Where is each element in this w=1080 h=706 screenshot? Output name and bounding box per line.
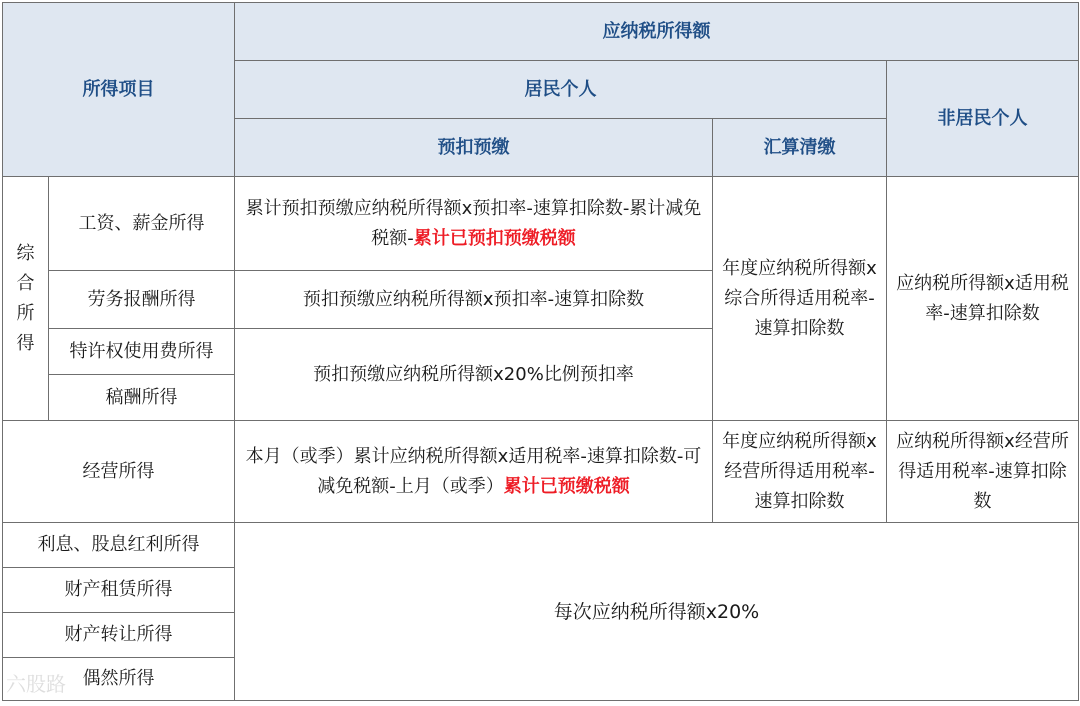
comprehensive-settlement-formula: 年度应纳税所得额x综合所得适用税率-速算扣除数: [713, 177, 887, 421]
header-prepay: 预扣预缴: [235, 119, 713, 177]
manuscript-income: 稿酬所得: [49, 375, 235, 421]
royalty-formula: 预扣预缴应纳税所得额x20%比例预扣率: [235, 329, 713, 421]
watermark: 六股路: [6, 672, 66, 696]
tax-formula-table: [2, 2, 1079, 701]
other-income-formula: 每次应纳税所得额x20%: [235, 523, 1079, 701]
business-formula: [235, 421, 713, 523]
comprehensive-label-char: 综: [16, 242, 35, 264]
comprehensive-label-char: 所: [16, 302, 35, 324]
business-formula-text: 本月（或季）累计应纳税所得额x适用税率-速算扣除数-可减免税额-上月（或季）: [245, 445, 702, 497]
salary-formula-text: 累计预扣预缴应纳税所得额x预扣率-速算扣除数-累计减免税额-: [245, 197, 702, 249]
comprehensive-income-label: [3, 177, 49, 421]
labor-formula: 预扣预缴应纳税所得额x预扣率-速算扣除数: [235, 271, 713, 329]
salary-income: 工资、薪金所得: [49, 177, 235, 271]
property-lease-income: 财产租赁所得: [3, 568, 235, 613]
salary-formula: [235, 177, 713, 271]
interest-dividend-income: 利息、股息红利所得: [3, 523, 235, 568]
business-nonresident-formula: 应纳税所得额x经营所得适用税率-速算扣除数: [887, 421, 1079, 523]
property-transfer-income: 财产转让所得: [3, 613, 235, 658]
incidental-income: 偶然所得: [3, 658, 235, 701]
comprehensive-label-char: 合: [16, 272, 35, 294]
labor-income: 劳务报酬所得: [49, 271, 235, 329]
business-income: 经营所得: [3, 421, 235, 523]
header-taxable-income: 应纳税所得额: [235, 3, 1079, 61]
comprehensive-label-char: 得: [16, 332, 35, 354]
royalty-income: 特许权使用费所得: [49, 329, 235, 375]
business-settlement-formula: 年度应纳税所得额x经营所得适用税率-速算扣除数: [713, 421, 887, 523]
salary-formula-highlight: 累计已预扣预缴税额: [413, 227, 576, 249]
header-resident: 居民个人: [235, 61, 887, 119]
comprehensive-nonresident-formula: 应纳税所得额x适用税率-速算扣除数: [887, 177, 1079, 421]
business-formula-highlight: 累计已预缴税额: [503, 475, 630, 497]
header-item: 所得项目: [3, 3, 235, 177]
header-nonresident: 非居民个人: [887, 61, 1079, 177]
header-settlement: 汇算清缴: [713, 119, 887, 177]
